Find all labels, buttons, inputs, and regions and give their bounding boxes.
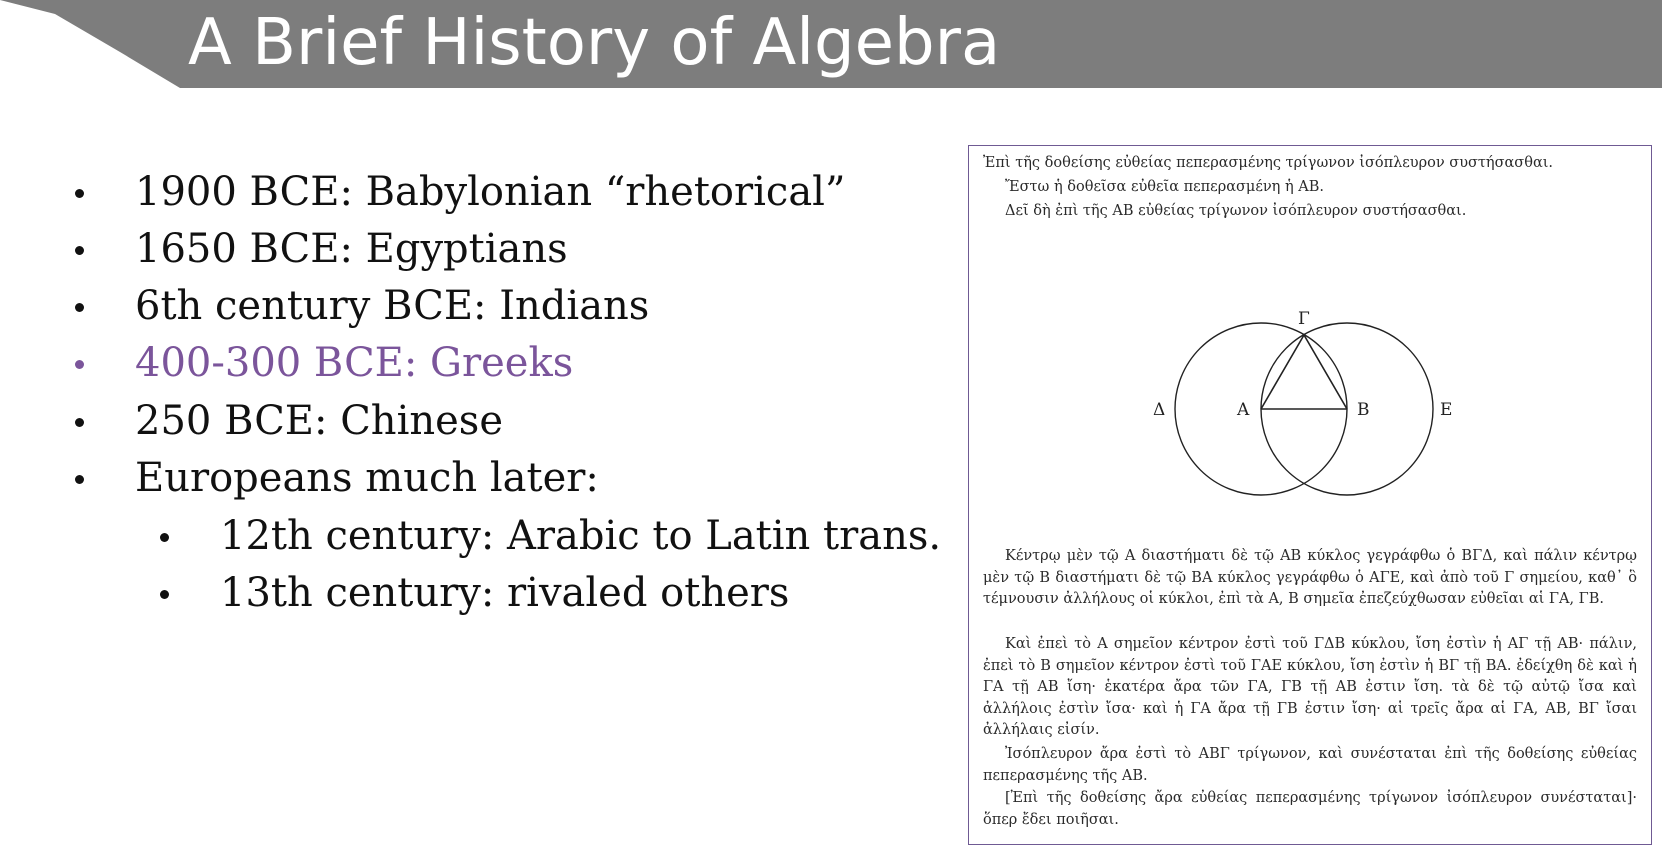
bullet-text: 1900 BCE: Babylonian “rhetorical” <box>135 169 846 215</box>
greek-paragraph: [Ἐπὶ τῆς δοθείσης ἄρα εὐθείας πεπερασμένης τρίγωνον ἰσόπλευρον συνέσταται]· ὅπερ ἔδει ποιῆσαι. <box>983 790 1637 828</box>
bullet-dot <box>75 303 84 312</box>
label-beta: Β <box>1357 400 1370 420</box>
bullet-dot <box>75 246 84 255</box>
greek-header-line: Ἐπὶ τῆς δοθείσης εὐθείας πεπερασμένης τρίγωνον ἰσόπλευρον συστήσασθαι. <box>983 155 1554 171</box>
bullet-text: 13th century: rivaled others <box>220 570 790 616</box>
greek-paragraph: Καὶ ἐπεὶ τὸ Α σημεῖον κέντρον ἐστὶ τοῦ ΓΔΒ κύκλου, ἴση ἐστὶν ἡ ΑΓ τῇ ΑΒ· πάλιν, ἐπεὶ τὸ Β σημεῖον κέντρον ἐστὶ τοῦ ΓΑΕ κύκλου, ἴση ἐστὶν ἡ ΒΓ τῇ ΒΑ. ἐδείχθη δὲ καὶ ἡ ΓΑ τῇ ΑΒ ἴση· ἑκατέρα ἄρα τῶν ΓΑ, ΓΒ τῇ ΑΒ ἐστιν ἴση. τὰ δὲ τῷ αὐτῷ ἴσα καὶ ἀλλήλοις ἐστὶν ἴσα· καὶ ἡ ΓΑ ἄρα τῇ ΓΒ ἐστιν ἴση· αἱ τρεῖς ἄρα αἱ ΓΑ, ΑΒ, ΒΓ ἴσαι ἀλλήλαις εἰσίν. <box>983 636 1637 738</box>
slide-title: A Brief History of Algebra <box>188 6 1001 80</box>
label-alpha: Α <box>1237 400 1250 420</box>
greek-header-line: Δεῖ δὴ ἐπὶ τῆς ΑΒ εὐθείας τρίγωνον ἰσόπλευρον συστήσασθαι. <box>1005 203 1467 219</box>
bullet-text: 1650 BCE: Egyptians <box>135 226 568 272</box>
greek-paragraph: Ἰσόπλευρον ἄρα ἐστὶ τὸ ΑΒΓ τρίγωνον, καὶ συνέσταται ἐπὶ τῆς δοθείσης εὐθείας πεπερασμένης τῆς ΑΒ. <box>983 746 1637 784</box>
bullet-dot <box>160 533 169 542</box>
bullet-dot <box>75 475 84 484</box>
bullet-dot <box>75 189 84 198</box>
greek-paragraph: Κέντρῳ μὲν τῷ Α διαστήματι δὲ τῷ ΑΒ κύκλος γεγράφθω ὁ ΒΓΔ, καὶ πάλιν κέντρῳ μὲν τῷ Β διαστήματι δὲ τῷ ΒΑ κύκλος γεγράφθω ὁ ΑΓΕ, καὶ ἀπὸ τοῦ Γ σημείου, καθ᾽ ὃ τέμνουσιν ἀλλήλους οἱ κύκλοι, ἐπὶ τὰ Α, Β σημεῖα ἐπεζεύχθωσαν εὐθεῖαι αἱ ΓΑ, ΓΒ. <box>983 548 1637 607</box>
label-gamma: Γ <box>1298 309 1310 329</box>
segment-ag <box>1261 335 1304 409</box>
bullet-dot <box>160 590 169 599</box>
bullet-dot <box>75 418 84 427</box>
label-delta: Δ <box>1153 400 1166 420</box>
segment-bg <box>1304 335 1347 409</box>
euclid-excerpt-image <box>968 145 1652 845</box>
euclid-construction-diagram <box>1119 266 1479 516</box>
bullet-dot <box>75 360 84 369</box>
bullet-text: 6th century BCE: Indians <box>135 283 650 329</box>
greek-header-line: Ἔστω ἡ δοθεῖσα εὐθεῖα πεπερασμένη ἡ ΑΒ. <box>1005 179 1324 195</box>
bullet-text: 400-300 BCE: Greeks <box>135 340 574 386</box>
bullet-text: 12th century: Arabic to Latin trans. <box>220 513 942 559</box>
bullet-text: Europeans much later: <box>135 455 599 501</box>
bullet-text: 250 BCE: Chinese <box>135 398 503 444</box>
label-epsilon: Ε <box>1440 400 1453 420</box>
